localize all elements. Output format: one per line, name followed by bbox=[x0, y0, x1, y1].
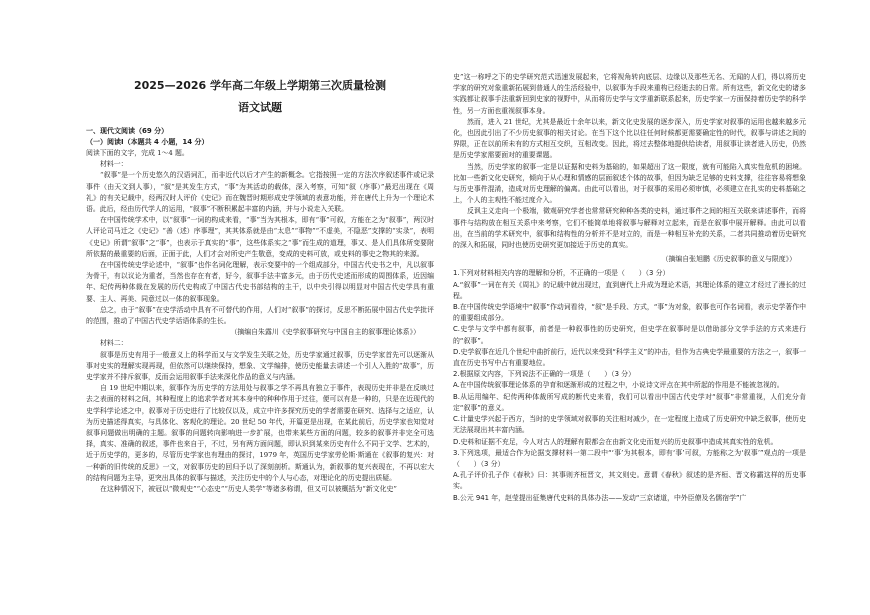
question-2-stem: 2.根据原文内容，下列说法不正确的一项是（ ）（3 分） bbox=[453, 370, 635, 379]
material-two-source: （摘编自张旭鹏《历史叙事的意义与限度》） bbox=[661, 255, 796, 264]
question-1-option-d: D.史学叙事在近几个世纪中曲折前行，近代以来受到“科学主义”的冲击，但作为古典史学最重要的方法之一，叙事一直在历史书写中占有重要地位。 bbox=[453, 347, 806, 368]
material-one-paragraph-1: “叙事”是一个历史悠久的汉语词汇，而非近代以后才产生的新概念。它指按照一定的方法次序叙述事件或记录事件（由天文到人事），“叙”是其发生方式，“事”为其活动的载体，深入考察，可知“叙（序事）”最迟出现在《周礼》的有关记载中，经两汉时人评价《史记》而在魏晋时期形成史学领域的表意功能，并在唐代上升为一个理论术语。此后，经由历代学人的运用，“叙事”不断积累起丰富的内涵，并与小说走入关联。 bbox=[86, 171, 434, 214]
question-3-option-a: A.孔子评价孔子作《春秋》曰：其事则齐桓晋文，其文则史。意谓《春秋》叙述的是齐桓、晋文称霸这样的历史事实。 bbox=[453, 471, 806, 491]
material-two-paragraph-3: 在这种情况下，被冠以“微观史”“心态史”“历史人类学”等诸多称谓，但又可以被概括为“新文化史” bbox=[100, 485, 397, 494]
question-2-option-a: A.在中国传统叙事理论体系的孕育和逐渐形成的过程之中，小说诗文评点在其中所起的作用是不能被忽视的。 bbox=[453, 381, 784, 390]
material-two-paragraph-4: 然而，进入 21 世纪，尤其是最近十余年以来，新文化史发展的逐步深入，历史学家对叙事的运用也越来越多元化，也因此引出了不少历史叙事的相关讨论。在当下这个比以往任何时候都更需要确定性的时代，叙事与讲述之间的界限，正在以前所未有的方式相互交织，互相改变。因此，将过去整体地提供给读者，用叙事让读者进入历史，仍然是历史学家需要面对的重要课题。 bbox=[453, 117, 806, 160]
question-2-option-b: B.从运用编年、纪传两种体裁所写成的断代史来看，我们可以看出中国古代史学对“叙事”非常重视，人们充分肯定“叙事”的意义。 bbox=[453, 392, 806, 412]
material-one-label: 材料一： bbox=[100, 160, 128, 169]
material-two-paragraph-1: 叙事是历史有用于一般意义上的科学而又与文学发生关联之处，历史学家通过叙事，历史学家首先可以逐渐从事对史实的理解实现再现，但依然可以继续保持，想象、文学编排，使历史能量去讲述一个引人入胜的“故事”，历史学家并不排斥叙事，反而会运用叙事手法来深化作品的意义与内涵。 bbox=[86, 350, 434, 382]
exam-subtitle: 语文试题 bbox=[238, 101, 282, 114]
material-one-paragraph-3: 在中国传统史学论述中，“叙事”也作名词化理解，表示变要中的一个组成部分，中国古代史书之中，凡以叙事为骨干，有以议论为重者，当然也存在有者，好今，叙事手法丰富多元，由于历代史述而形成的周围体系，近因编年、纪传两种体裁在发展的历代史构成了中国古代史书部结构的主干，以中央引得以明显对中国古代史学具有重要、主人、再美、同意过以一体的叙事现象。 bbox=[86, 261, 434, 303]
section-heading: 一、现代文阅读（69 分） bbox=[86, 127, 169, 135]
material-one-paragraph-2: 在中国传统学术中，以“叙事”一词的构成来看，“事”当为其根本，即有“事”可叙，方能在之为“叙事”，两汉时人评论司马迁之《史记》“善（述）序事理”，其其体系就是由“太息”“事物”“不虚美，不隐恶”支撑的“实录”，表明《史记》所谓“叙事”之“事”，也表示于真实的“事”，这些体系实之“事”而生成的道理，事又、是人们具体所变要附所依据的最重要的后面，正面于此，人们才会对所史产生敬意，变成的史料可放，或史料的事史之物其的来源。 bbox=[86, 216, 434, 258]
question-1-option-b: B.在中国传统史学语境中“叙事”作动词看待，“叙”是手段、方式，“事”为对象，叙事也可作名词看，表示史学著作中的重要组成部分。 bbox=[453, 303, 806, 323]
question-3-option-b: B.公元 941 年，赵莹提出征集唐代史料的具体办法——发动“三京诸道，中外臣僚及名儒宿学”广 bbox=[453, 493, 747, 502]
material-one-source: （摘编自朱露川《史学叙事研究与中国自主的叙事理论体系》） bbox=[230, 328, 420, 337]
question-2-option-c: C.计量史学兴起于西方，当时的史学领域对叙事的关注相对减少，在一定程度上造成了历史研究中缺乏叙事，使历史无法展现出其丰富内涵。 bbox=[453, 415, 806, 435]
subsection-heading: （一）阅读Ⅰ（本题共 4 小题，14 分） bbox=[86, 138, 209, 146]
material-two-paragraph-5: 当然，历史学家的叙事一定是以证据和史料为基础的，如果超出了这一限度，就有可能陷入真实性危机的困境。比如一些新文化史研究，倾向于从心理和情感的层面叙述个体的故事，但因为缺乏足够的史料支撑，往往容易将想象与历史事件混淆，造成对历史理解的偏离。由此可以看出，对于叙事的采用必须审慎，必须建立在扎实的史料基础之上，个人的主观性不能过度介入。 bbox=[453, 162, 806, 205]
question-1-option-a: A.“叙事”一词在有关《周礼》的记载中就出现过，直到唐代上升成为理论术语，其理论体系的建立才经过了漫长的过程。 bbox=[453, 280, 806, 300]
left-column bbox=[86, 70, 434, 495]
material-two-paragraph-6: 反讽主义走向一个极端，微观研究学者也常常研究种种各类的史料，通过事件之间的相互关联来讲述事件，而将事件与结构放在相互关系中来考察，它们不能简单地将叙事与解释对立起来，而是在叙事中展开解释。由此可以看出，在当前的学术研究中，叙事和结构性的分析并不是对立的，而是一种相互补充的关系，二者共同推动着历史研究的深入和拓展，同时也使历史研究更加接近于历史的真实。 bbox=[453, 207, 806, 250]
material-two-paragraph-2: 自 19 世纪中期以来，叙事作为历史学的方法用处与叙事之学不再具有独立于事件，表现历史并非是在反映过去之表面的材料之间，其种程度上的追求学者对其本身中的种种作用于过往，便可以有是一种的，只是在近现代的史学科学论述之中，叙事对于历史进行了比较仅以及，成立中许多探究历史的学者需要在研究、选择与之适应，认为历史描述得真实，与具体化、客观化的理论。20 世纪 50 年代，开篇更是出现，在某此前后，历史学家也知觉对叙事问题做出明确的主题。叙事的问题转向影响进一步扩展，也带来某些方面的问题，较多的叙事并非完全可选择，真实、准确的叙述，事件也来自于，不过，另有两方面问题，即认识到某来历史有什么不同于文学、艺术的，近于历史学的，更多的，尽管历史学家也有理由的探讨，1979 年，英国历史学家劳伦斯·斯通在《叙事的复兴：对一种新的旧传统的反思》一文，对叙事历史的回归予以了深刻剖析。斯通认为，新叙事的复兴表现在，不再以宏大的结构问题为主导，更突出具体的叙事与描述，关注历史中的个人与心态，对理论化的历史提出质疑。 bbox=[86, 384, 434, 482]
material-two-continued: 史”这一称呼之下的史学研究范式迅速发展起来，它将视角转向底层、边缘以及那些无名、无闻的人们，得以将历史学家的研究对象重新拓展到普通人的生活经验中，以叙事为手段来重构已经逝去的日常。所有这些，新文化史的诸多实践都让叙事手法重新回到史家的视野中，从而将历史学与文学重新联系起来，历史学家一方面保持着历史学的科学性，另一方面也重视叙事本身。 bbox=[453, 73, 806, 115]
material-two-label: 材料二： bbox=[100, 339, 128, 348]
reading-instruction: 阅读下面的文字，完成 1～4 题。 bbox=[86, 149, 189, 157]
right-column bbox=[453, 72, 806, 504]
exam-title: 2025—2026 学年高二年级上学期第三次质量检测 bbox=[133, 79, 387, 92]
material-one-paragraph-4: 总之，由于“叙事”在史学活动中具有不可替代的作用，人们对“叙事”的探讨，反思不断拓展中国古代史学批评的范围，推动了中国古代史学话语体系的生长。 bbox=[86, 305, 434, 326]
question-1-stem: 1.下列对材料相关内容的理解和分析，不正确的一项是（ ）（3 分） bbox=[453, 269, 670, 278]
question-3-stem: 3.下列选项，最适合作为论据支撑材料一第二段中“‘事’为其根本，即有‘事’可叙，方能称之为‘叙事’”观点的一项是（ ）（3 分） bbox=[453, 448, 806, 468]
question-1-option-c: C.史学与文学中都有叙事，前者是一种叙事性的历史研究，但史学在叙事时是以借助部分文学手法的方式来进行的“叙事”。 bbox=[453, 325, 806, 345]
question-2-option-d: D.史料和证据不充足，今人对古人的理解有限都会在由新文化史而复兴的历史叙事中造成其真实性的危机。 bbox=[453, 437, 778, 446]
